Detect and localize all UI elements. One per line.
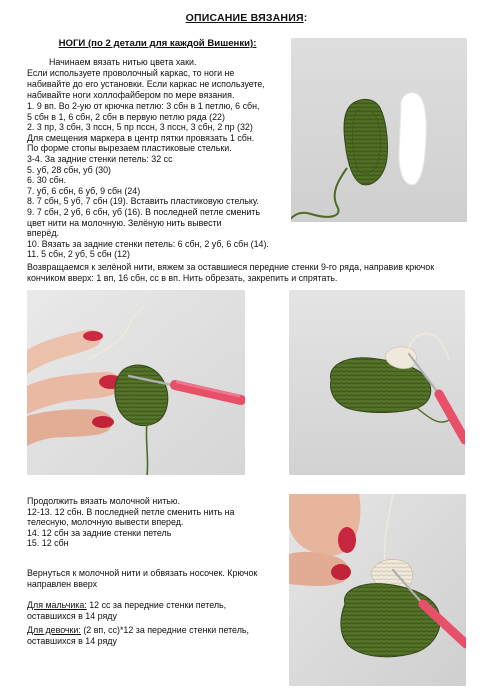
return-text-2: Вернуться к молочной нити и обвязать носочек. Крючок направлен вверх (27, 568, 258, 589)
row-line: 11. 5 сбн, 2 уб, 5 сбн (12) (27, 249, 130, 260)
section-title: НОГИ (по 2 детали для каждой Вишенки): (58, 38, 257, 49)
row-line: вперёд. (27, 228, 59, 239)
row-line: 7. уб, 6 сбн, 6 уб, 9 сбн (24) (27, 185, 141, 196)
intro-line-2: Если используете проволочный каркас, то ноги не (27, 68, 235, 78)
page-title: ОПИСАНИЕ ВЯЗАНИЯ: (185, 12, 308, 24)
row-line: 10. Вязать за задние стенки петель: 6 сбн, 2 уб, 6 сбн (14). (27, 238, 269, 249)
row-line: 6. 30 сбн. (27, 175, 67, 186)
boy-instructions: Для мальчика: 12 сс за передние стенки петель, оставшихся в 14 ряду (27, 600, 227, 621)
girl-instructions: Для девочки: (2 вп, сс)*12 за передние стенки петель, оставшихся в 14 ряду (27, 625, 249, 646)
intro-line-3: набивайте до его установки. Если каркас не используете, (27, 79, 265, 89)
row-line: 9. 7 сбн, 2 уб, 6 сбн, уб (16). В последней петле сменить (27, 206, 260, 217)
intro-line-1: Начинаем вязать нитью цвета хаки. (49, 57, 197, 67)
return-text: Возвращаемся к зелёной нити, вяжем за оставшиеся передние стенки 9-го ряда, направив крючок кончиком вверх: 1 вп, 16 сбн, сс в вп. Нить обрезать, закрепить и спрятать. (27, 262, 435, 283)
row-line: 5. уб, 28 сбн, уб (30) (27, 164, 111, 175)
photo-sole-and-insole (291, 38, 467, 222)
photo-foot-side-view (289, 290, 465, 475)
row-line: цвет нити на молочную. Зелёную нить вывести (27, 217, 222, 228)
row-line: 3-4. За задние стенки петель: 32 сс (27, 153, 173, 164)
row-line: Для смещения маркера в центр пятки провязать 1 сбн. (27, 132, 255, 143)
boy-label: Для мальчика: (27, 600, 87, 610)
row-line: По форме стопы вырезаем пластиковые стельки. (27, 143, 232, 154)
row-line: 8. 7 сбн, 5 уб, 7 сбн (19). Вставить пластиковую стельку. (27, 196, 259, 207)
girl-label: Для девочки: (27, 625, 81, 635)
photo-hand-hook-sole (27, 290, 245, 475)
row-line: 1. 9 вп. Во 2-ую от крючка петлю: 3 сбн в 1 петлю, 6 сбн, (27, 101, 260, 111)
row-line: 5 сбн в 1, 6 сбн, 2 сбн в первую петлю ряда (22) (27, 111, 225, 122)
pattern-rows (27, 101, 269, 260)
photo-hand-foot-collar (289, 494, 466, 686)
continue-text: Продолжить вязать молочной нитью. 12-13. 12 сбн. В последней петле сменить нить на телесную, молочную вывести вперед. 14. 12 сбн за задние стенки петель 15. 12 сбн (27, 496, 235, 549)
row-line: 2. 3 пр, 3 сбн, 3 пссн, 5 пр пссн, 3 пссн, 3 сбн, 2 пр (32) (27, 122, 253, 133)
intro-line-4: набивайте ноги холлофайбером по мере вязания. (27, 90, 235, 100)
